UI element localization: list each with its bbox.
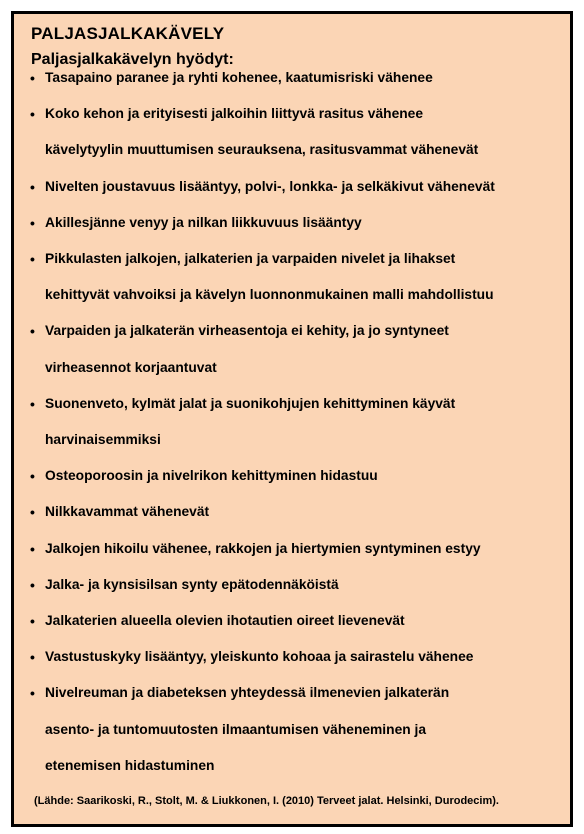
- list-item-text: Koko kehon ja erityisesti jalkoihin liittyvä rasitus vähenee: [45, 106, 424, 122]
- list-item-text: Nilkkavammat vähenevät: [45, 504, 210, 520]
- source-citation: (Lähde: Saarikoski, R., Stolt, M. & Liukkonen, I. (2010) Terveet jalat. Helsinki, Durodecim).: [34, 795, 499, 807]
- bullet-icon: •: [30, 613, 35, 629]
- list-item-text: Pikkulasten jalkojen, jalkaterien ja varpaiden nivelet ja lihakset: [45, 251, 456, 266]
- bullet-icon: •: [30, 576, 35, 593]
- bullet-icon: •: [30, 106, 35, 123]
- list-item-text: harvinaisemmiksi: [45, 431, 161, 447]
- list-item-text: Jalka- ja kynsisilsan synty epätodennäköistä: [45, 576, 339, 592]
- list-item-text: Jalkojen hikoilu vähenee, rakkojen ja hiertymien syntyminen estyy: [45, 540, 481, 556]
- bullet-icon: •: [30, 540, 35, 557]
- list-item-text: virheasennot korjaantuvat: [45, 359, 217, 375]
- list-item-text: Osteoporoosin ja nivelrikon kehittyminen hidastuu: [45, 468, 378, 484]
- document-subtitle: Paljasjalkakävelyn hyödyt:: [31, 51, 234, 68]
- list-item-text: Nivelten joustavuus lisääntyy, polvi-, lonkka- ja selkäkivut vähenevät: [45, 178, 495, 194]
- list-item-text: Jalkaterien alueella olevien ihotautien oireet lievenevät: [45, 613, 405, 628]
- bullet-icon: •: [30, 70, 35, 86]
- list-item-text: Nivelreuman ja diabeteksen yhteydessä ilmenevien jalkaterän: [45, 685, 450, 701]
- bullet-icon: •: [30, 251, 35, 267]
- bullet-icon: •: [30, 178, 35, 195]
- list-item-text: Varpaiden ja jalkaterän virheasentoja ei kehity, ja jo syntyneet: [45, 323, 449, 339]
- bullet-icon: •: [30, 685, 35, 702]
- document-page: [11, 11, 573, 827]
- bullet-icon: •: [30, 649, 35, 666]
- list-item-text: etenemisen hidastuminen: [45, 757, 215, 773]
- document-title: PALJASJALKAKÄVELY: [31, 24, 225, 43]
- list-item-text: kävelytyylin muuttumisen seurauksena, rasitusvammat vähenevät: [45, 142, 479, 158]
- bullet-icon: •: [30, 504, 35, 521]
- bullet-icon: •: [30, 214, 35, 231]
- list-item-text: Tasapaino paranee ja ryhti kohenee, kaatumisriski vähenee: [45, 70, 433, 85]
- list-item-text: kehittyvät vahvoiksi ja kävelyn luonnonmukainen malli mahdollistuu: [45, 287, 494, 303]
- list-item-text: asento- ja tuntomuutosten ilmaantumisen väheneminen ja: [45, 721, 427, 737]
- bullet-icon: •: [30, 468, 35, 485]
- bullet-icon: •: [30, 395, 35, 412]
- list-item-text: Akillesjänne venyy ja nilkan liikkuvuus lisääntyy: [45, 214, 362, 230]
- list-item-text: Vastustuskyky lisääntyy, yleiskunto kohoaa ja sairastelu vähenee: [45, 649, 474, 665]
- bullet-icon: •: [30, 323, 35, 340]
- list-item-text: Suonenveto, kylmät jalat ja suonikohjujen kehittyminen käyvät: [45, 395, 456, 411]
